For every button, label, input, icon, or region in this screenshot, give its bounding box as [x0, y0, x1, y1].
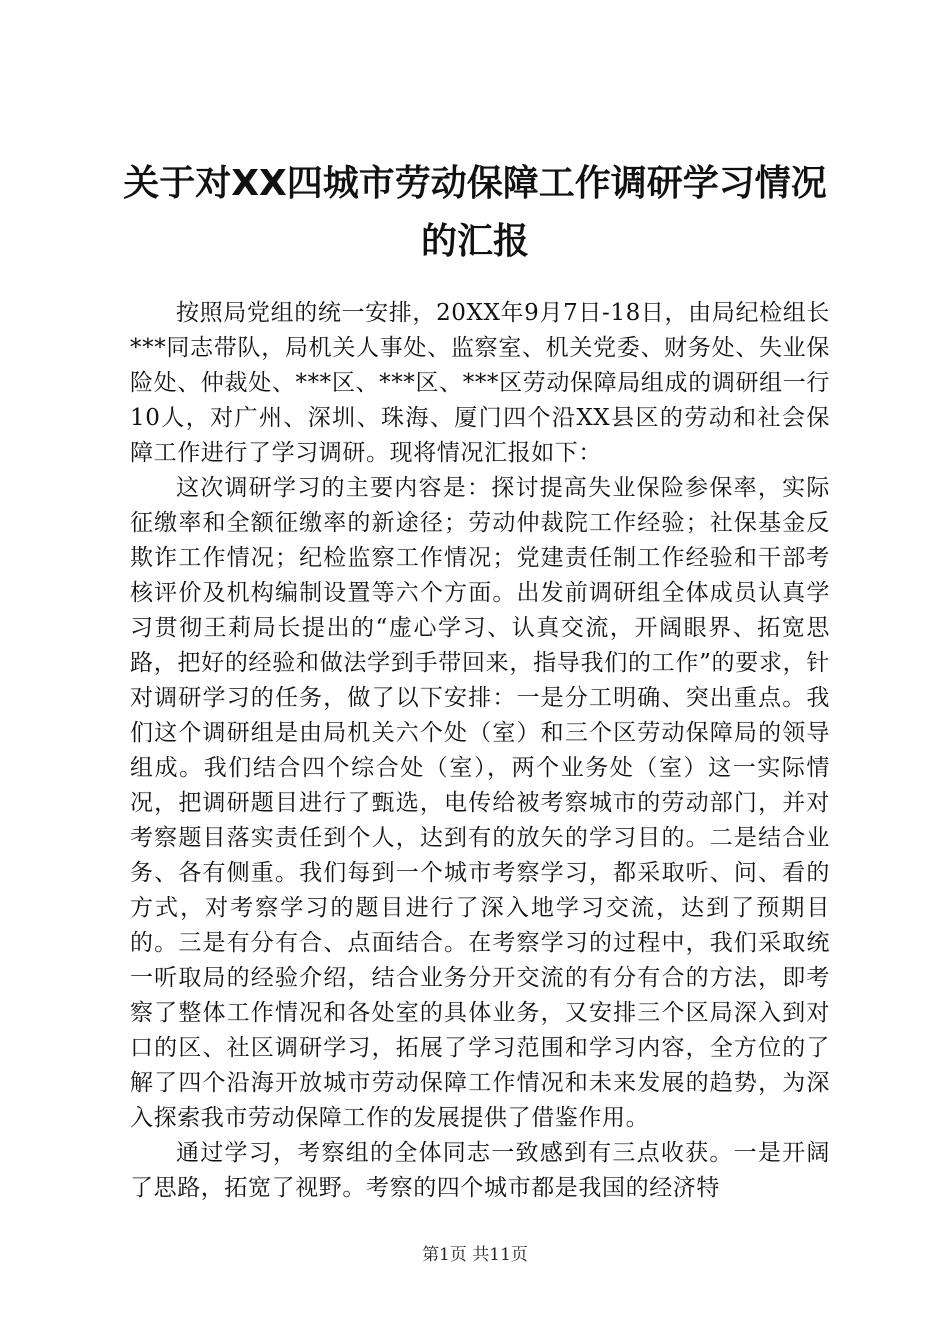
paragraph-3: 通过学习，考察组的全体同志一致感到有三点收获。一是开阔了思路，拓宽了视野。考察的四个城市都是我国的经济特 — [130, 1140, 830, 1201]
document-body — [130, 296, 830, 1206]
paragraph-2: 这次调研学习的主要内容是：探讨提高失业保险参保率，实际征缴率和全额征缴率的新途径；劳动仲裁院工作经验；社保基金反欺诈工作情况；纪检监察工作情况；党建责任制工作经验和干部考核评价及机构编制设置等六个方面。出发前调研组全体成员认真学习贯彻王莉局长提出的“虚心学习、认真交流，开阔眼界、拓宽思路，把好的经验和做法学到手带回来，指导我们的工作”的要求，针对调研学习的任务，做了以下安排：一是分工明确、突出重点。我们这个调研组是由局机关六个处（室）和三个区劳动保障局的领导组成。我们结合四个综合处（室），两个业务处（室）这一实际情况，把调研题目进行了甄选，电传给被考察城市的劳动部门，并对考察题目落实责任到个人，达到有的放矢的学习目的。二是结合业务、各有侧重。我们每到一个城市考察学习，都采取听、问、看的方式，对考察学习的题目进行了深入地学习交流，达到了预期目的。三是有分有合、点面结合。在考察学习的过程中，我们采取统一听取局的经验介绍，结合业务分开交流的有分有合的方法，即考察了整体工作情况和各处室的具体业务，又安排三个区局深入到对口的区、社区调研学习，拓展了学习范围和学习内容，全方位的了解了四个沿海开放城市劳动保障工作情况和未来发展的趋势，为深入探索我市劳动保障工作的发展提供了借鉴作用。 — [130, 475, 830, 1131]
document-title-line-2: 的汇报 — [420, 221, 529, 262]
page-footer: 第1页 共11页 — [422, 1245, 528, 1265]
paragraph-1: 按照局党组的统一安排，20XX年9月7日-18日，由局纪检组长***同志带队，局机关人事处、监察室、机关党委、财务处、失业保险处、仲裁处、***区、***区、***区劳动保障局组成的调研组一行10人，对广州、深圳、珠海、厦门四个沿XX县区的劳动和社会保障工作进行了学习调研。现将情况汇报如下： — [130, 300, 830, 466]
document-title-line-1: 关于对XX四城市劳动保障工作调研学习情况 — [123, 163, 827, 204]
